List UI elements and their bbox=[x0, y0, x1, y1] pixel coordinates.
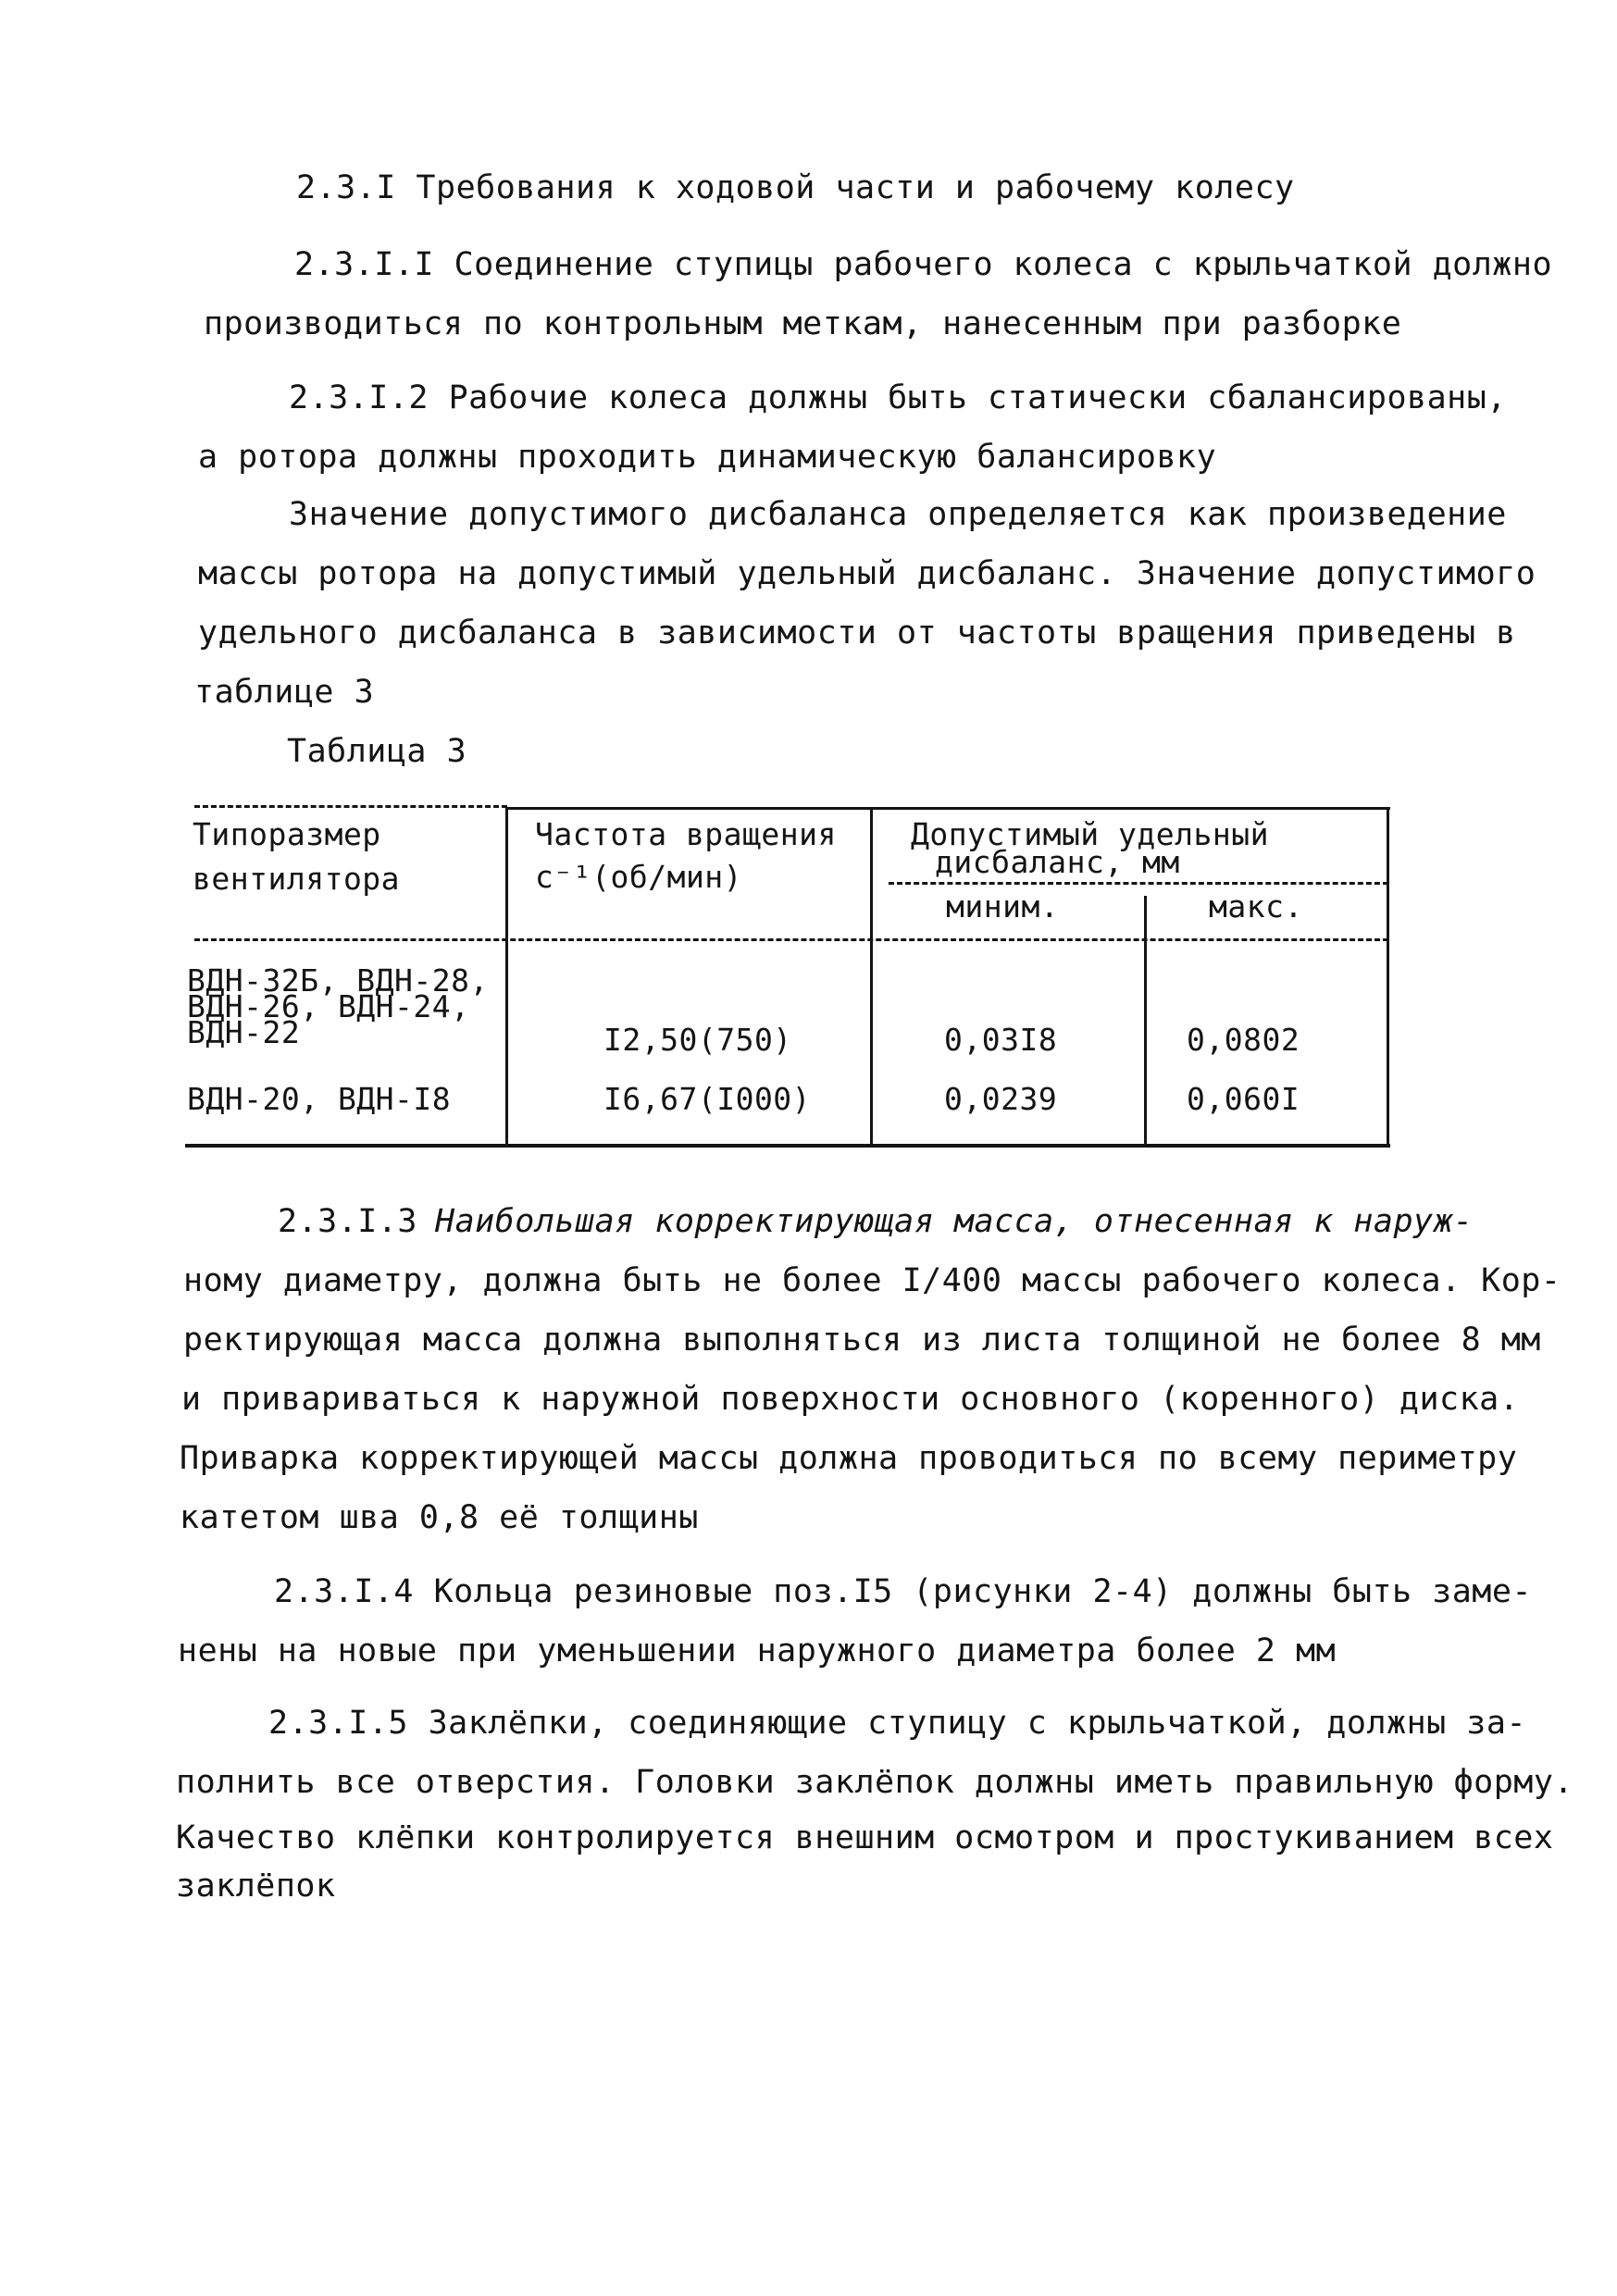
table-vline-1 bbox=[505, 807, 508, 1146]
table-vline-3 bbox=[1144, 896, 1147, 1146]
table-caption: Таблица 3 bbox=[287, 733, 467, 770]
header-max: макс. bbox=[1209, 888, 1303, 925]
paragraph-2311-line-2: производиться по контрольным меткам, нанесенным при разборке bbox=[204, 305, 1402, 342]
paragraph-2313-line-3: ректирующая масса должна выполняться из листа толщиной не более 8 мм bbox=[183, 1322, 1541, 1359]
header-freq-line-1: Частота вращения bbox=[535, 816, 837, 852]
header-min: миним. bbox=[946, 888, 1060, 925]
header-imbalance-line-1: Допустимый удельный bbox=[911, 816, 1269, 852]
cell-size: ВДН-20, ВДН-I8 bbox=[187, 1081, 452, 1117]
table-vline-right bbox=[1387, 807, 1389, 1146]
paragraph-imbalance-line-2: массы ротора на допустимый удельный дисбаланс. Значение допустимого bbox=[198, 555, 1536, 592]
paragraph-imbalance-line-1: Значение допустимого дисбаланса определяется как произведение bbox=[289, 496, 1507, 533]
table-subheader-rule bbox=[889, 882, 1388, 885]
cell-frequency: I2,50(750) bbox=[603, 1022, 792, 1058]
table-top-rule-dashed bbox=[194, 805, 507, 808]
paragraph-2314-line-1: 2.3.I.4 Кольца резиновые поз.I5 (рисунки 2-4) должны быть заме- bbox=[274, 1573, 1533, 1610]
cell-frequency: I6,67(I000) bbox=[603, 1081, 812, 1117]
paragraph-2313-line-4: и привариваться к наружной поверхности основного (коренного) диска. bbox=[181, 1381, 1520, 1418]
paragraph-2312-line-2: а ротора должны проходить динамическую балансировку bbox=[198, 439, 1217, 476]
paragraph-imbalance-line-3: удельного дисбаланса в зависимости от частоты вращения приведены в bbox=[198, 614, 1516, 652]
table-header-rule bbox=[194, 938, 1388, 941]
paragraph-2315-line-3: Качество клёпки контролируется внешним осмотром и простукиванием всех bbox=[176, 1819, 1554, 1856]
paragraph-2315-line-1: 2.3.I.5 Заклёпки, соединяющие ступицу с крыльчаткой, должны за- bbox=[268, 1705, 1527, 1742]
table-vline-2 bbox=[870, 807, 873, 1146]
paragraph-2313-line-6: катетом шва 0,8 её толщины bbox=[180, 1499, 699, 1536]
paragraph-2314-line-2: нены на новые при уменьшении наружного диаметра более 2 мм bbox=[178, 1632, 1337, 1669]
cell-max: 0,060I bbox=[1187, 1081, 1300, 1117]
cell-size: ВДН-32Б, ВДН-28, bbox=[187, 962, 489, 999]
paragraph-2312-line-1: 2.3.I.2 Рабочие колеса должны быть статически сбалансированы, bbox=[289, 379, 1507, 416]
table-top-rule bbox=[507, 807, 1390, 810]
cell-min: 0,03I8 bbox=[944, 1022, 1058, 1058]
header-size-line-2: вентилятора bbox=[193, 861, 401, 897]
table-bottom-rule bbox=[185, 1144, 1390, 1148]
paragraph-2311-line-1: 2.3.I.I Соединение ступицы рабочего колеса с крыльчаткой должно bbox=[294, 246, 1553, 283]
paragraph-2313-number: 2.3.I.3 bbox=[278, 1203, 418, 1240]
cell-min: 0,0239 bbox=[944, 1081, 1058, 1117]
section-heading: 2.3.I Требования к ходовой части и рабочему колесу bbox=[296, 169, 1295, 206]
paragraph-2315-line-2: полнить все отверстия. Головки заклёпок должны иметь правильную форму. bbox=[176, 1764, 1574, 1801]
cell-size-line-3: ВДН-22 bbox=[187, 1014, 301, 1050]
paragraph-2313-line-2: ному диаметру, должна быть не более I/400 массы рабочего колеса. Кор- bbox=[183, 1262, 1561, 1299]
header-freq-line-2: с⁻¹(об/мин) bbox=[535, 859, 743, 895]
paragraph-2313-line-5: Приварка корректирующей массы должна проводиться по всему периметру bbox=[180, 1440, 1518, 1477]
paragraph-imbalance-line-4: таблице 3 bbox=[194, 674, 375, 711]
cell-size-line-2: ВДН-26, ВДН-24, bbox=[187, 988, 470, 1024]
header-imbalance-line-2: дисбаланс, мм bbox=[935, 844, 1180, 880]
paragraph-2315-line-4: заклёпок bbox=[176, 1868, 336, 1905]
paragraph-2313-line-1: Наибольшая корректирующая масса, отнесенная к наруж- bbox=[435, 1203, 1474, 1240]
cell-max: 0,0802 bbox=[1187, 1022, 1300, 1058]
header-size-line-1: Типоразмер bbox=[193, 816, 381, 852]
